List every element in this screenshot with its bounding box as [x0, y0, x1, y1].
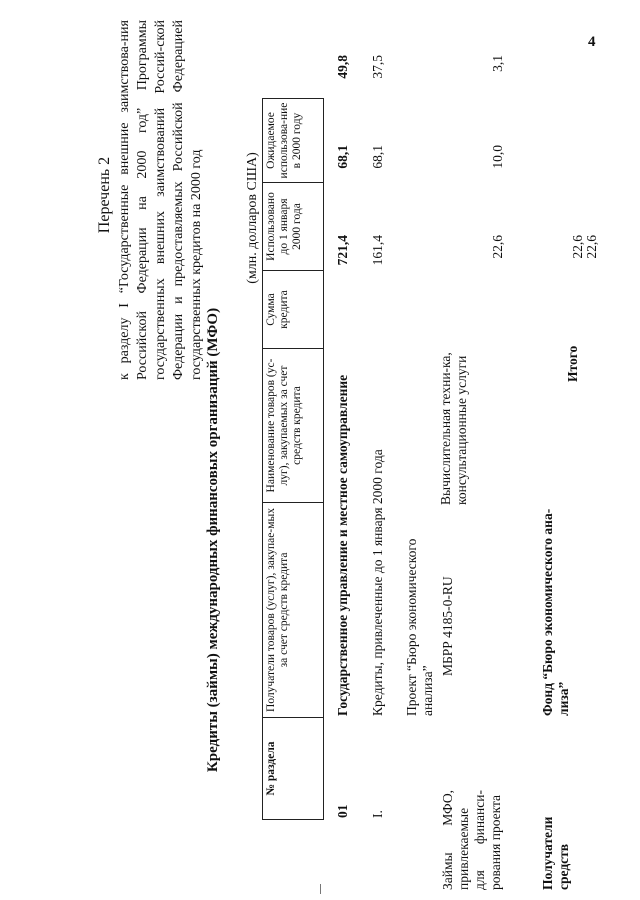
project-amount: 22,6 — [490, 235, 505, 259]
total-label: Итого — [565, 345, 580, 382]
project-name: Проект “Бюро экономического анализа” — [404, 538, 435, 716]
row-01-used: 68,1 — [335, 145, 350, 169]
project-expected: 3,1 — [490, 55, 505, 72]
recipients-label: Получатели средств — [540, 816, 571, 890]
header-amount: Сумма кредита — [263, 271, 324, 349]
header-used: Использовано до 1 января 2000 года — [263, 183, 324, 271]
row-I-name: Кредиты, привлеченные до 1 января 2000 года — [370, 449, 385, 716]
page-number: 4 — [588, 34, 596, 50]
units-label: (млн. долларов США) — [245, 152, 260, 284]
header-section-no: № раздела — [263, 718, 324, 820]
row-I-section: I. — [370, 810, 385, 818]
row-I-used: 68,1 — [370, 145, 385, 169]
row-01-section: 01 — [335, 804, 350, 818]
row-01-name: Государственное управление и местное самоуправление — [335, 374, 350, 716]
row-01-expected: 49,8 — [335, 55, 350, 79]
total-amount-2: 22,6 — [584, 235, 599, 259]
page-footer-mark — [320, 884, 321, 894]
document-title: Кредиты (займы) международных финансовых организаций (МФО) — [205, 307, 221, 773]
row-I-amount: 161,4 — [370, 235, 385, 266]
project-label: Займы МФО, привлекаемые для финанси-рования проекта — [440, 790, 503, 890]
recipients-name: Фонд “Бюро экономического ана-лиза” — [540, 508, 571, 716]
header-goods: Наименование товаров (ус-луг), закупаемых за счет средств кредита — [263, 349, 324, 503]
row-01-amount: 721,4 — [335, 235, 350, 266]
project-used: 10,0 — [490, 145, 505, 169]
project-goods: Вычислительная техни-ка, консультационные услуги — [438, 352, 469, 505]
project-loan-id: МБРР 4185-0-RU — [440, 576, 455, 676]
total-amount-1: 22,6 — [570, 235, 585, 259]
header-recipients: Получатели товаров (услуг), закупае-мых за счет средств кредита — [263, 503, 324, 718]
header-expected: Ожидаемое использова-ние в 2000 году — [263, 99, 324, 183]
list-subheading: к разделу I “Государственные внешние заимствова-ния Российской Федерации на 2000 год” Программы государственных внешних заимствований Россий-ской Федерации и предоставляемых Российской Федерацией государственных кредитов на 2000 год — [117, 20, 204, 380]
table-header — [262, 98, 324, 820]
row-I-expected: 37,5 — [370, 55, 385, 79]
list-heading: Перечень 2 — [96, 156, 113, 234]
